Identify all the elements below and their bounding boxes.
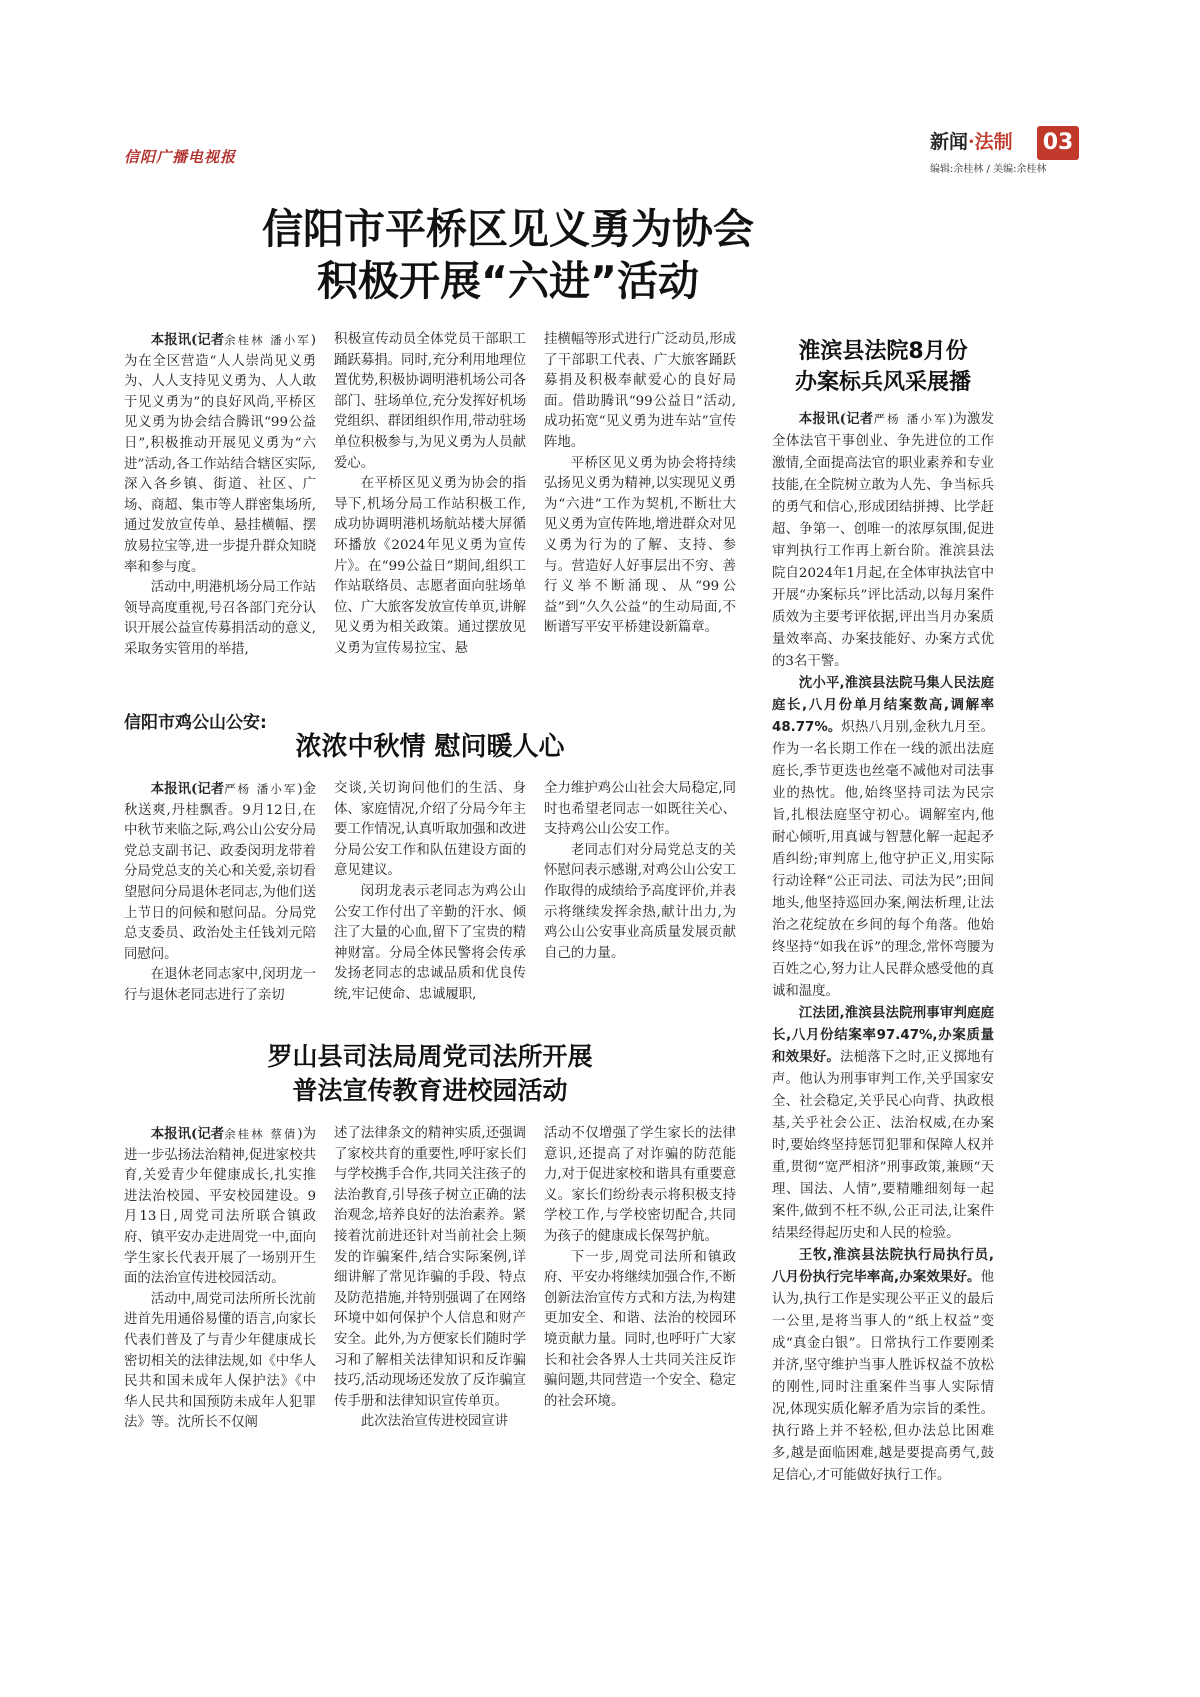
article2-paragraph: 交谈,关切询问他们的生活、身体、家庭情况,介绍了分局今年主要工作情况,认真听取加强和改进分局公安工作和队伍建设方面的意见建议。: [334, 781, 526, 879]
article1-title-line1: 信阳市平桥区见义勇为协会: [262, 205, 754, 253]
section-name-right: 法制: [974, 131, 1013, 153]
newspaper-masthead: 信阳广播电视报: [124, 148, 237, 166]
article1-paragraph: 积极宣传动员全体党员干部职工踊跃募捐。同时,充分利用地理位置优势,积极协调明港机场公司各部门、驻场单位,充分发挥好机场党组织、群团组织作用,带动驻场单位积极参与,为见义勇为人员献爱心。: [334, 332, 526, 471]
article2-column-1: [124, 779, 316, 1007]
article3-byline: 本报讯(记者: [150, 1126, 225, 1142]
side-article-headline: [770, 336, 996, 398]
article3-paragraph: 此次法治宣传进校园宣讲: [360, 1414, 509, 1430]
page-number: 03: [1037, 126, 1079, 160]
side-paragraph: 江法团,淮滨县法院刑事审判庭庭长,八月份结案率97.47%,办案质量和效果好。法槌落下之时,正义掷地有声。他认为刑事审判工作,关乎国家安全、社会稳定,关乎民心向背、执政根基,关乎社会公正、法治权威,在办案时,要始终坚持惩罚犯罪和保障人权并重,贯彻“宽严相济”刑事政策,兼顾“天理、国法、人情”,要精雕细刻每一起案件,做到不枉不纵,公正司法,让案件结果经得起历史和人民的检验。: [772, 1006, 994, 1241]
article3-paragraph: 活动中,周党司法所所长沈前进首先用通俗易懂的语言,向家长代表们普及了与青少年健康成长密切相关的法律法规,如《中华人民共和国未成年人保护法》《中华人民共和国预防未成年人犯罪法》等。沈所长不仅阐: [124, 1291, 316, 1431]
article3-headline: [124, 1040, 736, 1108]
article2-kicker: 信阳市鸡公山公安:: [124, 713, 267, 733]
article1-column-3: [544, 330, 736, 639]
article2-paragraph: 闵玥龙表示老同志为鸡公山公安工作付出了辛勤的汗水、倾注了大量的心血,留下了宝贵的精神财富。分局全体民警将会传承发扬老同志的忠诚品质和优良传统,牢记使命、忠诚履职,: [334, 883, 526, 1002]
article2-paragraph: 老同志们对分局党总支的关怀慰问表示感谢,对鸡公山公安工作取得的成绩给予高度评价,并表示将继续发挥余热,献计出力,为鸡公山公安事业高质量发展贡献自己的力量。: [544, 842, 736, 961]
article3-title-line1: 罗山县司法局周党司法所开展: [267, 1042, 593, 1071]
side-profile-heading: 王牧,淮滨县法院执行局执行员,八月份执行完毕率高,办案效果好。: [772, 1248, 994, 1285]
article1-paragraph: 平桥区见义勇为协会将持续弘扬见义勇为精神,以实现见义勇为“六进”工作为契机,不断壮大见义勇为宣传阵地,增进群众对见义勇为行为的了解、支持、参与。营造好人好事层出不穷、善行义举不断涌现、从“99公益”到“久久公益”的生动局面,不断谱写平安平桥建设新篇章。: [544, 455, 736, 636]
side-byline: 本报讯(记者: [798, 411, 874, 427]
article2-column-2: [334, 779, 526, 1006]
article3-paragraph: 下一步,周党司法所和镇政府、平安办将继续加强合作,不断创新法治宣传方式和方法,为构建更加安全、和谐、法治的校园环境贡献力量。同时,也呼吁广大家长和社会各界人士共同关注反诈骗问题,共同营造一个安全、稳定的社会环境。: [544, 1249, 736, 1409]
side-article-body: [772, 408, 994, 1487]
article1-paragraph: 本报讯(记者余桂林 潘小军)为在全区营造“人人崇尚见义勇为、人人支持见义勇为、人人敢于见义勇为”的良好风尚,平桥区见义勇为协会结合腾讯“99公益日”,积极推动开展见义勇为“六进”活动,各工作站结合辖区实际,深入各乡镇、街道、社区、广场、商超、集市等人群密集场所,通过发放宣传单、悬挂横幅、摆放易拉宝等,进一步提升群众知晓率和参与度。: [124, 332, 316, 575]
article1-column-2: [334, 330, 526, 660]
article1-byline-names: 余桂林 潘小军: [224, 333, 311, 347]
side-title-line2: 办案标兵风采展播: [794, 370, 971, 395]
section-title: [930, 127, 1013, 154]
article1-byline: 本报讯(记者: [150, 332, 225, 348]
side-profile-heading: 沈小平,淮滨县法院马集人民法庭庭长,八月份单月结案数高,调解率48.77%。: [772, 676, 994, 735]
article2-column-3: [544, 779, 736, 964]
article3-paragraph: 述了法律条文的精神实质,还强调了家校共育的重要性,呼吁家长们与学校携手合作,共同关注孩子的法治教育,引导孩子树立正确的法治观念,培养良好的法治素养。紧接着沈前进还针对当前社会上频发的诈骗案件,结合实际案例,详细讲解了常见诈骗的手段、特点及防范措施,并特别强调了在网络环境中如何保护个人信息和财产安全。此外,为方便家长们随时学习和了解相关法律知识和反诈骗技巧,活动现场还发放了反诈骗宣传手册和法律知识宣传单页。: [334, 1126, 526, 1409]
side-paragraph: 王牧,淮滨县法院执行局执行员,八月份执行完毕率高,办案效果好。他认为,执行工作是实现公平正义的最后一公里,是将当事人的“纸上权益”变成“真金白银”。日常执行工作要刚柔并济,坚守维护当事人胜诉权益不放松的刚性,同时注重案件当事人实际情况,体现实质化解矛盾为宗旨的柔性。执行路上并不轻松,但办法总比困难多,越是面临困难,越是要提高勇气,鼓足信心,才可能做好执行工作。: [772, 1248, 994, 1483]
side-paragraph: 本报讯(记者严杨 潘小军)为激发全体法官干事创业、争先进位的工作激情,全面提高法官的职业素养和专业技能,在全院树立敢为人先、争当标兵的勇气和信心,形成团结拼搏、比学赶超、争第一、创唯一的浓厚氛围,促进审判执行工作再上新台阶。淮滨县法院自2024年1月起,在全体审执法官中开展“办案标兵”评比活动,以每月案件质效为主要考评依据,评出当月办案质量效率高、办案技能好、办案方式优的3名干警。: [772, 411, 995, 669]
article3-byline-names: 余桂林 蔡倩: [224, 1127, 298, 1141]
section-name-left: 新闻: [930, 131, 969, 153]
article2-headline: 浓浓中秋情 慰问暖人心: [295, 732, 565, 762]
article3-column-3: [544, 1124, 736, 1412]
article1-paragraph: 挂横幅等形式进行广泛动员,形成了干部职工代表、广大旅客踊跃募捐及积极奉献爱心的良好局面。借助腾讯“99公益日”活动,成功拓宽“见义勇为进车站”宣传阵地。: [544, 332, 736, 450]
article3-title-line2: 普法宣传教育进校园活动: [292, 1076, 568, 1105]
editor-credit: 编辑:余桂林 / 美编:余桂林: [930, 164, 1047, 175]
article2-byline-names: 严杨 潘小军: [224, 782, 298, 796]
article2-paragraph: 本报讯(记者严杨 潘小军)金秋送爽,丹桂飘香。9月12日,在中秋节来临之际,鸡公山公安分局党总支副书记、政委闵玥龙带着分局党总支的关心和关爱,亲切看望慰问分局退休老同志,为他们送上节日的问候和慰问品。分局党总支委员、政治处主任钱刘元陪同慰问。: [124, 781, 316, 962]
article1-paragraph: 活动中,明港机场分局工作站领导高度重视,号召各部门充分认识开展公益宣传募捐活动的意义,采取务实管用的举措,: [124, 580, 316, 657]
article3-paragraph: 本报讯(记者余桂林 蔡倩)为进一步弘扬法治精神,促进家校共育,关爱青少年健康成长,扎实推进法治校园、平安校园建设。9月13日,周党司法所联合镇政府、镇平安办走进周党一中,面向学生家长代表开展了一场别开生面的法治宣传进校园活动。: [124, 1126, 316, 1287]
article2-paragraph: 在退休老同志家中,闵玥龙一行与退休老同志进行了亲切: [124, 967, 316, 1003]
article3-column-1: [124, 1124, 316, 1434]
article3-column-2: [334, 1124, 526, 1433]
side-byline-names: 严杨 潘小军: [873, 412, 948, 426]
article1-paragraph: 在平桥区见义勇为协会的指导下,机场分局工作站积极工作,成功协调明港机场航站楼大屏循环播放《2024年见义勇为宣传片》。在“99公益日”期间,组织工作站联络员、志愿者面向驻场单位、广大旅客发放宣传单页,讲解见义勇为相关政策。通过摆放见义勇为宣传易拉宝、悬: [334, 476, 526, 656]
article1-headline: [124, 203, 892, 307]
article1-column-1: [124, 330, 316, 661]
article2-byline: 本报讯(记者: [150, 781, 225, 797]
side-profile-heading: 江法团,淮滨县法院刑事审判庭庭长,八月份结案率97.47%,办案质量和效果好。: [772, 1006, 994, 1065]
article3-paragraph: 活动不仅增强了学生家长的法律意识,还提高了对诈骗的防范能力,对于促进家校和谐具有重要意义。家长们纷纷表示将积极支持学校工作,与学校密切配合,共同为孩子的健康成长保驾护航。: [544, 1126, 736, 1244]
article2-paragraph: 全力维护鸡公山社会大局稳定,同时也希望老同志一如既往关心、支持鸡公山公安工作。: [544, 781, 736, 838]
article1-title-line2: 积极开展“六进”活动: [317, 257, 699, 305]
section-dot: ·: [968, 131, 975, 153]
side-paragraph: 沈小平,淮滨县法院马集人民法庭庭长,八月份单月结案数高,调解率48.77%。炽热八月别,金秋九月至。作为一名长期工作在一线的派出法庭庭长,季节更迭也丝毫不减他对司法事业的热忱。他,始终坚持司法为民宗旨,扎根法庭坚守初心。调解室内,他耐心倾听,用真诚与智慧化解一起起矛盾纠纷;审判席上,他守护正义,用实际行动诠释“公正司法、司法为民”;田间地头,他坚持巡回办案,阐法析理,让法治之花绽放在乡间的每个角落。他始终坚持“如我在诉”的理念,常怀弯腰为百姓之心,努力让人民群众感受他的真诚和温度。: [772, 676, 994, 999]
side-title-line1: 淮滨县法院8月份: [798, 339, 968, 364]
